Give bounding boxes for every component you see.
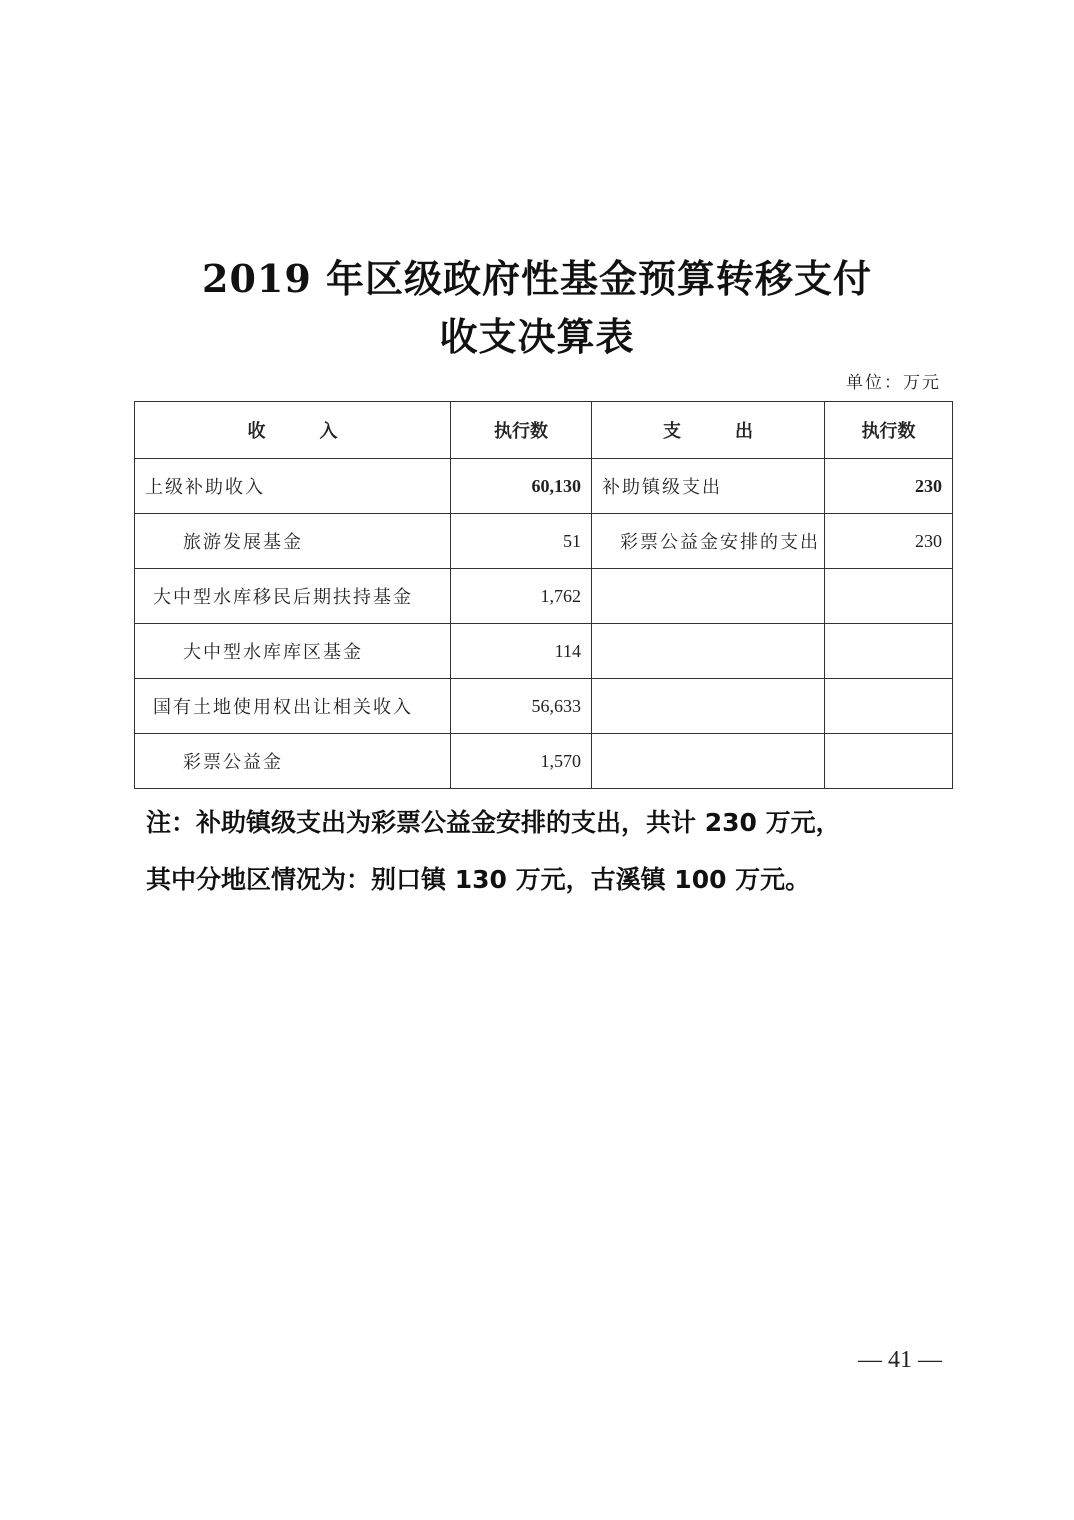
income-item: 国有土地使用权出让相关收入 xyxy=(135,679,451,734)
expense-item xyxy=(592,569,825,624)
page-number: — 41 — xyxy=(858,1347,942,1373)
income-item: 大中型水库移民后期扶持基金 xyxy=(135,569,451,624)
income-amount: 51 xyxy=(451,514,592,569)
unit-label: 单位：万元 xyxy=(846,373,941,393)
income-amount: 1,570 xyxy=(451,734,592,789)
income-amount: 60,130 xyxy=(451,459,592,514)
income-item: 上级补助收入 xyxy=(135,459,451,514)
note-line1: 注：补助镇级支出为彩票公益金安排的支出，共计 230 万元， xyxy=(146,808,841,837)
header-income-amount: 执行数 xyxy=(451,402,592,459)
expense-amount: 230 xyxy=(825,459,953,514)
table-row xyxy=(135,679,953,734)
income-amount: 114 xyxy=(451,624,592,679)
budget-table xyxy=(134,401,953,789)
income-amount: 1,762 xyxy=(451,569,592,624)
expense-amount xyxy=(825,624,953,679)
expense-item xyxy=(592,624,825,679)
table-row xyxy=(135,459,953,514)
income-amount: 56,633 xyxy=(451,679,592,734)
page-title-line1: 2019 年区级政府性基金预算转移支付 xyxy=(202,256,872,301)
expense-amount xyxy=(825,734,953,789)
expense-item: 补助镇级支出 xyxy=(592,459,825,514)
expense-amount xyxy=(825,569,953,624)
expense-amount xyxy=(825,679,953,734)
expense-item xyxy=(592,734,825,789)
table-header-row xyxy=(135,402,953,459)
table-row xyxy=(135,514,953,569)
note-line2: 其中分地区情况为：别口镇 130 万元，古溪镇 100 万元。 xyxy=(146,865,811,894)
header-income: 收 入 xyxy=(135,402,451,459)
expense-item: 彩票公益金安排的支出 xyxy=(592,514,825,569)
header-expense-amount: 执行数 xyxy=(825,402,953,459)
table-row xyxy=(135,624,953,679)
header-expense: 支 出 xyxy=(592,402,825,459)
table-row xyxy=(135,734,953,789)
page-title-line2: 收支决算表 xyxy=(439,314,635,359)
table-row xyxy=(135,569,953,624)
income-item: 旅游发展基金 xyxy=(135,514,451,569)
expense-item xyxy=(592,679,825,734)
income-item: 大中型水库库区基金 xyxy=(135,624,451,679)
expense-amount: 230 xyxy=(825,514,953,569)
income-item: 彩票公益金 xyxy=(135,734,451,789)
